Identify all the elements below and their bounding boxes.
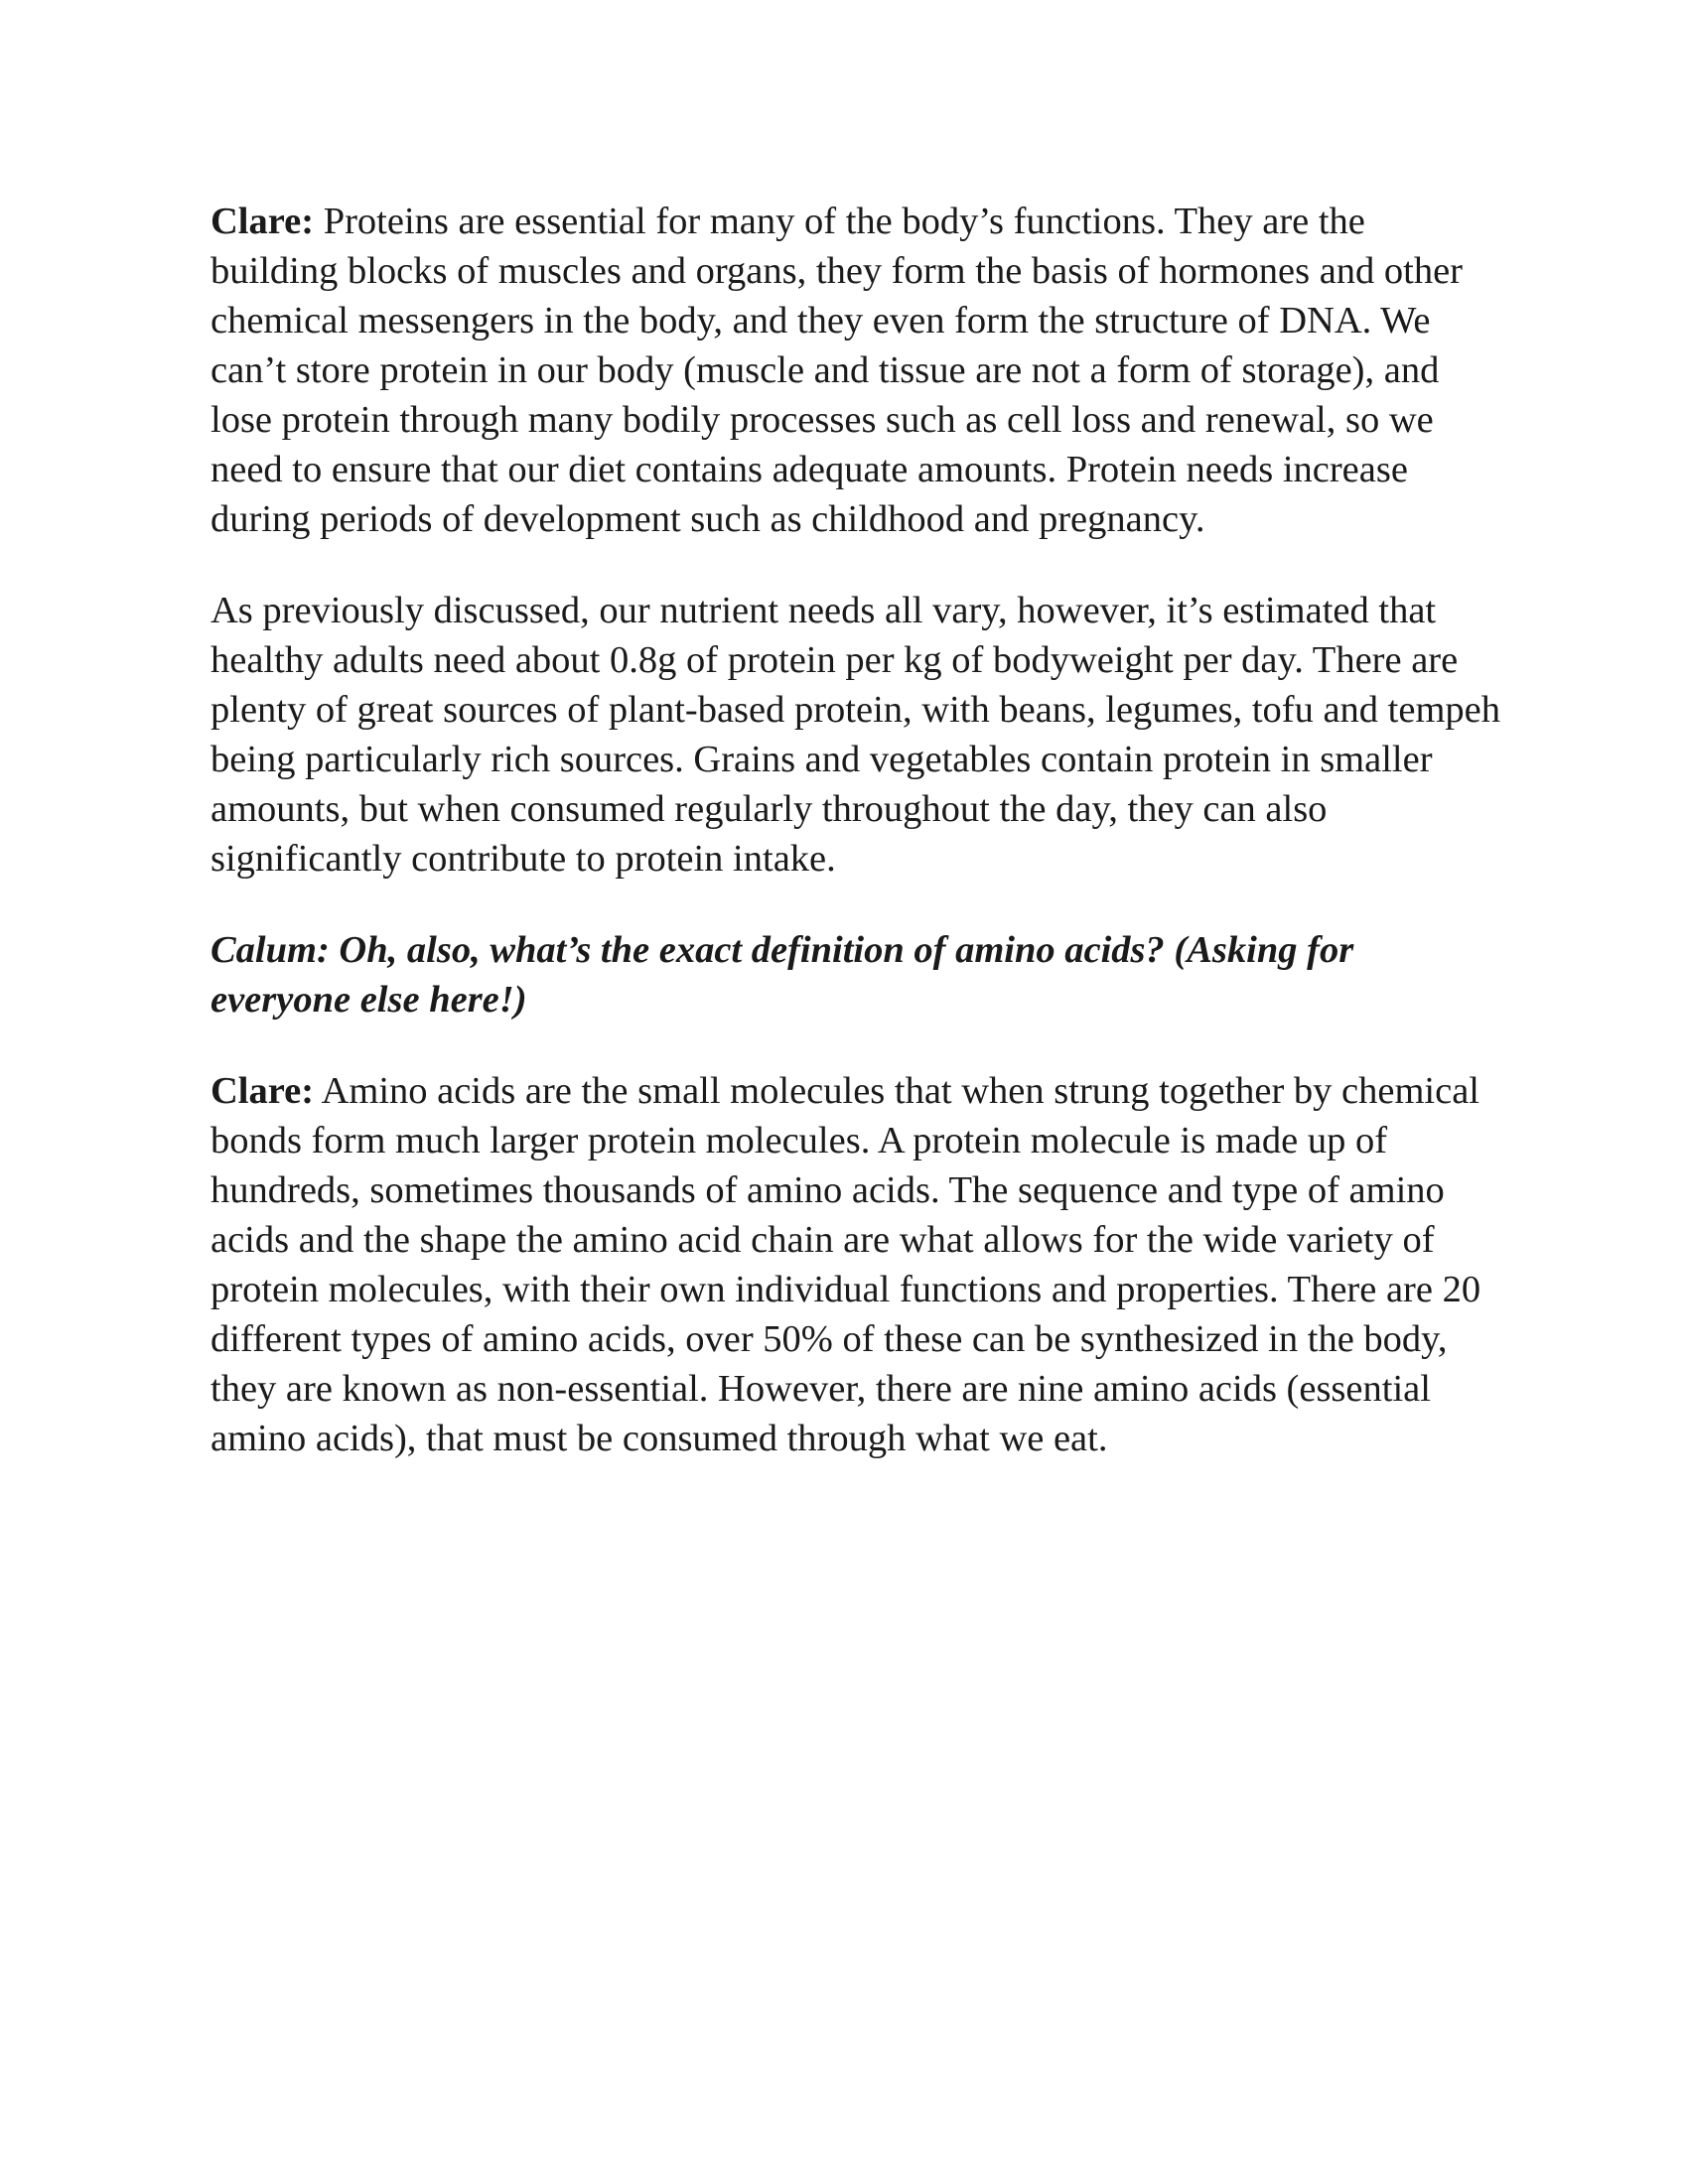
paragraph-protein-needs (211, 586, 1501, 884)
question-text: Calum: Oh, also, what’s the exact definition of amino acids? (Asking for everyone else here!) (211, 929, 1354, 1021)
paragraph-clare-proteins (211, 197, 1501, 544)
paragraph-text: Proteins are essential for many of the body’s functions. They are the building blocks of muscles and organs, they form the basis of hormones and other chemical messengers in the body, and they even form the structure of DNA. We can’t store protein in our body (muscle and tissue are not a form of storage), and lose protein through many bodily processes such as cell loss and renewal, so we need to ensure that our diet contains adequate amounts. Protein needs increase during periods of development such as childhood and pregnancy. (211, 201, 1464, 540)
document-body (211, 197, 1501, 1505)
speaker-label: Clare: (211, 1070, 315, 1112)
paragraph-text: Amino acids are the small molecules that when strung together by chemical bonds form much larger protein molecules. A protein molecule is made up of hundreds, sometimes thousands of amino acids. The sequence and type of amino acids and the shape the amino acid chain are what allows for the wide variety of protein molecules, with their own individual functions and properties. There are 20 different types of amino acids, over 50% of these can be synthesized in the body, they are known as non-essential. However, there are nine amino acids (essential amino acids), that must be consumed through what we eat. (211, 1070, 1481, 1459)
paragraph-calum-question (211, 925, 1501, 1024)
speaker-label: Clare: (211, 201, 315, 242)
paragraph-clare-amino-acids (211, 1066, 1501, 1463)
paragraph-text: As previously discussed, our nutrient needs all vary, however, it’s estimated that healthy adults need about 0.8g of protein per kg of bodyweight per day. There are plenty of great sources of plant-based protein, with beans, legumes, tofu and tempeh being particularly rich sources. Grains and vegetables contain protein in smaller amounts, but when consumed regularly throughout the day, they can also significantly contribute to protein intake. (211, 590, 1500, 880)
